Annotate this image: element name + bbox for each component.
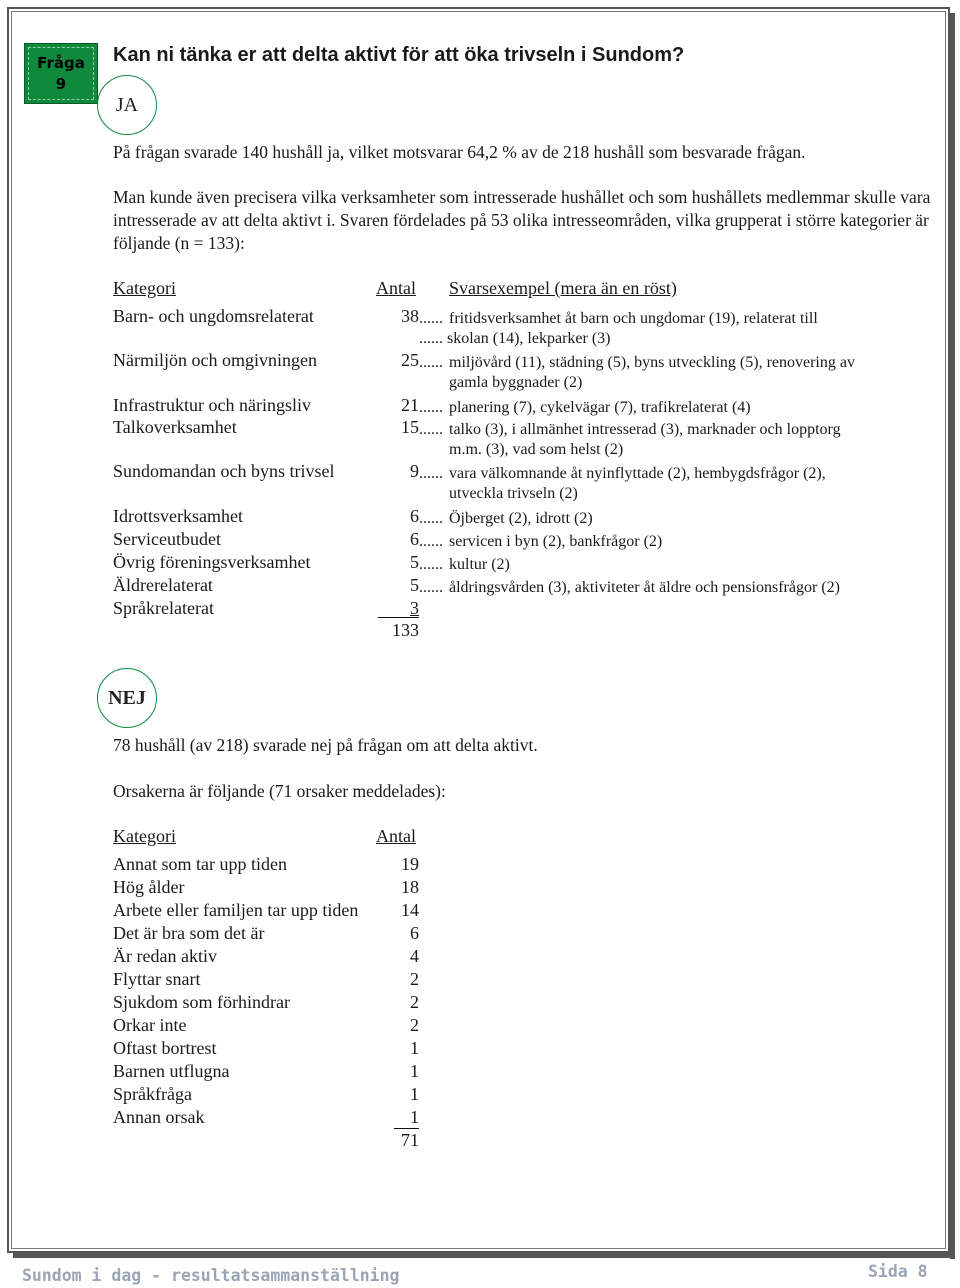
nej-row-category: Annan orsak <box>113 1107 205 1127</box>
ja-row-example-text: planering (7), cykelvägar (7), trafikrelaterat (4) <box>449 399 751 416</box>
ja-header-category: Kategori <box>113 278 176 298</box>
ja-total-row <box>0 620 960 643</box>
nej-total-row <box>0 1130 960 1153</box>
ja-row-category: Språkrelaterat <box>113 598 214 618</box>
nej-table-row <box>0 946 960 969</box>
ja-table-row <box>0 417 960 458</box>
ja-row-category: Serviceutbudet <box>113 529 221 549</box>
ja-circle-label: JA <box>97 75 157 135</box>
ja-table-row <box>0 598 960 621</box>
ja-row-category: Övrig föreningsverksamhet <box>113 552 311 572</box>
nej-header-category: Kategori <box>113 826 176 846</box>
ja-row-example <box>419 397 751 419</box>
footer-page-number: Sida 8 <box>868 1262 928 1281</box>
ja-row-dots: ...... <box>419 465 443 482</box>
nej-row-count: 2 <box>410 992 419 1012</box>
ja-table-row <box>0 575 960 598</box>
ja-row-count: 5 <box>410 552 419 572</box>
ja-row-dots: ...... <box>419 533 443 550</box>
ja-row-count: 6 <box>410 506 419 526</box>
ja-table-row <box>0 529 960 552</box>
ja-table-row <box>0 506 960 529</box>
ja-row-example-text: åldringsvården (3), aktiviteter åt äldre och pensionsfrågor (2) <box>449 579 840 596</box>
nej-row-category: Språkfråga <box>113 1084 192 1104</box>
ja-row-example-cont: utveckla trivseln (2) <box>449 485 578 502</box>
nej-header-count: Antal <box>376 826 416 846</box>
ja-row-count: 15 <box>401 417 419 437</box>
nej-row-category: Sjukdom som förhindrar <box>113 992 290 1012</box>
ja-row-count: 21 <box>401 395 419 415</box>
ja-row-count: 25 <box>401 350 419 370</box>
ja-row-example-text: servicen i byn (2), bankfrågor (2) <box>449 533 663 550</box>
ja-table-row <box>0 395 960 418</box>
nej-row-category: Det är bra som det är <box>113 923 265 943</box>
ja-table-row <box>0 306 960 347</box>
badge-label: Fråga <box>37 54 85 72</box>
ja-row-example-text: miljövård (11), städning (5), byns utveckling (5), renovering av <box>449 354 855 371</box>
nej-summary: 78 hushåll (av 218) svarade nej på frågan om att delta aktivt. <box>113 735 538 755</box>
nej-table-row <box>0 1038 960 1061</box>
nej-row-count: 14 <box>401 900 419 920</box>
nej-table-row <box>0 969 960 992</box>
ja-row-count: 38 <box>401 306 419 326</box>
ja-row-example-text: talko (3), i allmänhet intresserad (3), marknader och lopptorg <box>449 421 841 438</box>
nej-table-row <box>0 1061 960 1084</box>
nej-row-category: Annat som tar upp tiden <box>113 854 287 874</box>
nej-row-count: 4 <box>410 946 419 966</box>
ja-row-example-text: vara välkomnande åt nyinflyttade (2), hembygdsfrågor (2), <box>449 465 826 482</box>
nej-circle-label: NEJ <box>97 668 157 728</box>
nej-table-row <box>0 1015 960 1038</box>
ja-total-rule <box>378 617 419 618</box>
ja-row-count: 3 <box>410 598 419 618</box>
ja-row-category: Infrastruktur och näringsliv <box>113 395 311 415</box>
ja-row-category: Barn- och ungdomsrelaterat <box>113 306 314 326</box>
ja-row-example-cont: gamla byggnader (2) <box>449 374 583 391</box>
ja-row-example <box>419 577 840 599</box>
frame-shadow-bottom <box>13 1253 955 1258</box>
nej-table-row <box>0 877 960 900</box>
ja-table-row <box>0 552 960 575</box>
nej-row-count: 1 <box>410 1107 419 1127</box>
ja-row-example-cont: ...... skolan (14), lekparker (3) <box>419 330 611 347</box>
nej-row-count: 2 <box>410 1015 419 1035</box>
ja-row-example <box>419 508 593 530</box>
ja-row-count: 6 <box>410 529 419 549</box>
ja-header-examples: Svarsexempel (mera än en röst) <box>449 278 677 298</box>
ja-row-dots: ...... <box>419 579 443 596</box>
ja-row-category: Äldrerelaterat <box>113 575 213 595</box>
ja-summary: På frågan svarade 140 hushåll ja, vilket motsvarar 64,2 % av de 218 hushåll som besvarade frågan. <box>113 142 806 162</box>
ja-header-count: Antal <box>376 278 416 298</box>
ja-row-dots: ...... <box>419 421 443 438</box>
nej-table-row <box>0 1084 960 1107</box>
ja-intro: Man kunde även precisera vilka verksamheter som intresserade hushållet och som hushållets medlemmar skulle vara intresserade av att delta aktivt i. Svaren fördelades på 53 olika intresseområden, vilka grupperat i större kategorier är följande (n = 133): <box>113 187 931 253</box>
ja-row-example-text: fritidsverksamhet åt barn och ungdomar (19), relaterat till <box>449 310 818 327</box>
ja-row-category: Talkoverksamhet <box>113 417 237 437</box>
nej-row-category: Arbete eller familjen tar upp tiden <box>113 900 359 920</box>
ja-table-row <box>0 461 960 502</box>
badge-number: 9 <box>55 75 67 93</box>
nej-row-category: Oftast bortrest <box>113 1038 217 1058</box>
question-badge <box>24 43 98 104</box>
nej-table-row <box>0 923 960 946</box>
ja-row-example-text: kultur (2) <box>449 556 510 573</box>
nej-table-row <box>0 900 960 923</box>
nej-total-rule <box>394 1128 419 1129</box>
ja-row-example <box>419 308 818 330</box>
nej-row-category: Hög ålder <box>113 877 185 897</box>
ja-row-example-cont: m.m. (3), vad som helst (2) <box>449 441 624 458</box>
ja-row-category: Idrottsverksamhet <box>113 506 243 526</box>
ja-row-example <box>419 463 826 485</box>
nej-row-count: 2 <box>410 969 419 989</box>
nej-row-category: Flyttar snart <box>113 969 201 989</box>
nej-total: 71 <box>401 1130 419 1150</box>
ja-row-category: Sundomandan och byns trivsel <box>113 461 335 481</box>
nej-table-row <box>0 854 960 877</box>
nej-row-count: 18 <box>401 877 419 897</box>
ja-row-example <box>419 352 855 374</box>
nej-row-category: Orkar inte <box>113 1015 187 1035</box>
ja-row-dots: ...... <box>419 556 443 573</box>
ja-row-category: Närmiljön och omgivningen <box>113 350 317 370</box>
nej-row-category: Barnen utflugna <box>113 1061 230 1081</box>
nej-intro: Orsakerna är följande (71 orsaker meddelades): <box>113 781 446 801</box>
footer-title: Sundom i dag - resultatsammanställning <box>22 1266 400 1285</box>
ja-row-example <box>419 419 841 441</box>
ja-row-dots: ...... <box>419 310 443 327</box>
nej-row-count: 19 <box>401 854 419 874</box>
ja-row-example <box>419 531 662 553</box>
ja-table-row <box>0 350 960 391</box>
ja-row-count: 5 <box>410 575 419 595</box>
ja-row-count: 9 <box>410 461 419 481</box>
nej-row-count: 1 <box>410 1084 419 1104</box>
ja-row-example <box>419 554 510 576</box>
nej-row-count: 1 <box>410 1061 419 1081</box>
ja-total: 133 <box>392 620 419 640</box>
ja-row-dots: ...... <box>419 510 443 527</box>
nej-table-row <box>0 1107 960 1130</box>
ja-row-example-text: Öjberget (2), idrott (2) <box>449 510 593 527</box>
nej-table-row <box>0 992 960 1015</box>
nej-row-count: 1 <box>410 1038 419 1058</box>
question-title: Kan ni tänka er att delta aktivt för att öka trivseln i Sundom? <box>113 44 685 66</box>
ja-row-dots: ...... <box>419 354 443 371</box>
ja-row-dots: ...... <box>419 399 443 416</box>
nej-row-count: 6 <box>410 923 419 943</box>
nej-row-category: Är redan aktiv <box>113 946 217 966</box>
